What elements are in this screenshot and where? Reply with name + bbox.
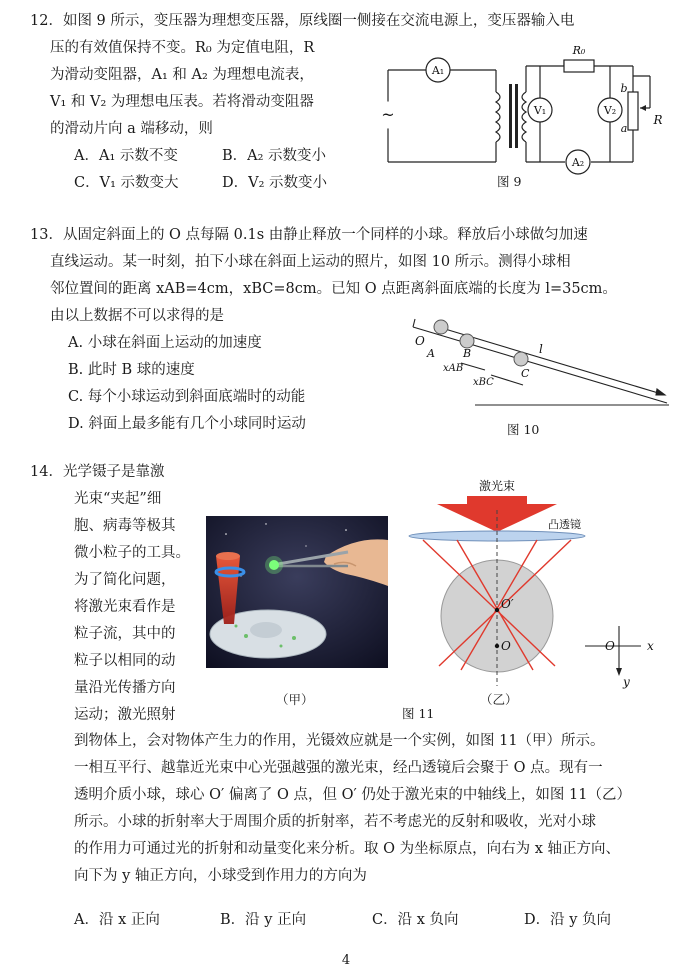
figure-11-yi-label: （乙） bbox=[480, 692, 518, 707]
figure-10-caption: 图 10 bbox=[507, 422, 540, 437]
ac-source-symbol: ~ bbox=[381, 105, 395, 124]
point-o-label: O bbox=[415, 334, 425, 348]
q14-option-c: C．沿 x 负向 bbox=[372, 912, 459, 928]
q14-side-line-8: 粒子以相同的动 bbox=[74, 653, 176, 669]
point-b-label: B bbox=[463, 347, 472, 360]
x-ab-label: xAB bbox=[443, 363, 464, 374]
q14-option-d: D．沿 y 负向 bbox=[524, 912, 612, 928]
q12-option-b: B．A₂ 示数变小 bbox=[222, 148, 327, 164]
point-c-label: C bbox=[521, 367, 530, 380]
q14-line-3: 透明介质小球，球心 O′ 偏离了 O 点，但 O′ 仍处于激光束的中轴线上，如图 11（乙） bbox=[74, 787, 631, 803]
figure-9-caption: 图 9 bbox=[497, 174, 522, 189]
q14-side-line-4: 微小粒子的工具。 bbox=[74, 545, 190, 561]
q14-line-6: 向下为 y 轴正方向，小球受到作用力的方向为 bbox=[74, 868, 367, 884]
q14-side-line-5: 为了简化问题， bbox=[74, 572, 176, 588]
terminal-b-label: b bbox=[620, 82, 628, 95]
figure-11-jia-photo bbox=[206, 516, 388, 668]
figure-11-caption: 图 11 bbox=[402, 706, 435, 721]
axis-x-label: x bbox=[647, 639, 654, 653]
point-a-label: A bbox=[427, 347, 435, 360]
r-label: R bbox=[653, 113, 663, 127]
q14-line-4: 所示。小球的折射率大于周围介质的折射率，若不考虑光的反射和吸收，光对小球 bbox=[74, 814, 596, 830]
q14-side-line-6: 将激光束看作是 bbox=[74, 599, 176, 615]
terminal-a-label: a bbox=[620, 122, 628, 135]
q12-option-a: A．A₁ 示数不变 bbox=[74, 148, 178, 164]
q14-option-a: A．沿 x 正向 bbox=[74, 912, 160, 928]
axis-origin-label: O bbox=[605, 639, 615, 653]
q13-option-d: D. 斜面上最多能有几个小球同时运动 bbox=[68, 416, 306, 432]
q13-option-c: C. 每个小球运动到斜面底端时的动能 bbox=[68, 389, 306, 405]
q13-option-b: B. 此时 B 球的速度 bbox=[68, 362, 195, 378]
figure-10-incline bbox=[405, 305, 680, 415]
figure-11-yi-diagram bbox=[405, 470, 675, 696]
q12-line-5: 的滑动片向 a 端移动，则 bbox=[50, 121, 213, 137]
laser-beam-label: 激光束 bbox=[478, 479, 516, 493]
axis-y-label: y bbox=[623, 675, 630, 689]
q14-side-line-7: 粒子流，其中的 bbox=[74, 626, 176, 642]
q14-option-b: B．沿 y 正向 bbox=[220, 912, 307, 928]
q14-line-1: 到物体上，会对物体产生力的作用，光镊效应就是一个实例，如图 11（甲）所示。 bbox=[74, 733, 605, 749]
v1-label: V₁ bbox=[533, 104, 547, 117]
q12-option-d: D．V₂ 示数变小 bbox=[222, 175, 328, 191]
q13-line-2: 直线运动。某一时刻，拍下小球在斜面上运动的照片，如图 10 所示。测得小球相 bbox=[50, 254, 571, 270]
q14-side-line-9: 量沿光传播方向 bbox=[74, 680, 176, 696]
q14-line-5: 的作用力可通过光的折射和动量变化来分析。取 O 为坐标原点，向右为 x 轴正方向、 bbox=[74, 841, 620, 857]
q13-option-a: A. 小球在斜面上运动的加速度 bbox=[68, 335, 262, 351]
a2-label: A₂ bbox=[571, 156, 585, 169]
q12-line-3: 为滑动变阻器，A₁ 和 A₂ 为理想电流表， bbox=[50, 67, 314, 83]
q14-side-line-10: 运动；激光照射 bbox=[74, 707, 176, 723]
length-l-label: l bbox=[539, 342, 543, 356]
q13-line-4: 由以上数据不可以求得的是 bbox=[50, 308, 224, 324]
convex-lens-label: 凸透镜 bbox=[548, 518, 581, 531]
point-o-prime-label: O′ bbox=[501, 597, 514, 611]
q13-line-3: 邻位置间的距离 xAB=4cm，xBC=8cm。已知 O 点距离斜面底端的长度为 l=35cm。 bbox=[50, 281, 617, 297]
q13-line-1: 13．从固定斜面上的 O 点每隔 0.1s 由静止释放一个同样的小球。释放后小球做匀加速 bbox=[30, 227, 588, 243]
a1-label: A₁ bbox=[431, 64, 445, 77]
v2-label: V₂ bbox=[603, 104, 617, 117]
r0-label: R₀ bbox=[572, 44, 586, 57]
q12-option-c: C．V₁ 示数变大 bbox=[74, 175, 179, 191]
figure-9-circuit bbox=[378, 40, 668, 200]
q12-line-2: 压的有效值保持不变。R₀ 为定值电阻，R bbox=[50, 40, 315, 56]
q14-side-line-2: 光束“夹起”细 bbox=[74, 491, 162, 507]
figure-11-jia-label: （甲） bbox=[276, 692, 314, 707]
point-o-label-diagram: O bbox=[501, 639, 511, 653]
q14-line-2: 一相互平行、越靠近光束中心光强越强的激光束，经凸透镜后会聚于 O 点。现有一 bbox=[74, 760, 603, 776]
q12-line-1: 12．如图 9 所示，变压器为理想变压器，原线圈一侧接在交流电源上，变压器输入电 bbox=[30, 13, 575, 29]
q14-side-line-1: 14．光学镊子是靠激 bbox=[30, 464, 165, 480]
q12-line-4: V₁ 和 V₂ 为理想电压表。若将滑动变阻器 bbox=[50, 94, 314, 110]
q14-side-line-3: 胞、病毒等极其 bbox=[74, 518, 176, 534]
page-number: 4 bbox=[341, 953, 351, 968]
x-bc-label: xBC bbox=[473, 377, 494, 388]
